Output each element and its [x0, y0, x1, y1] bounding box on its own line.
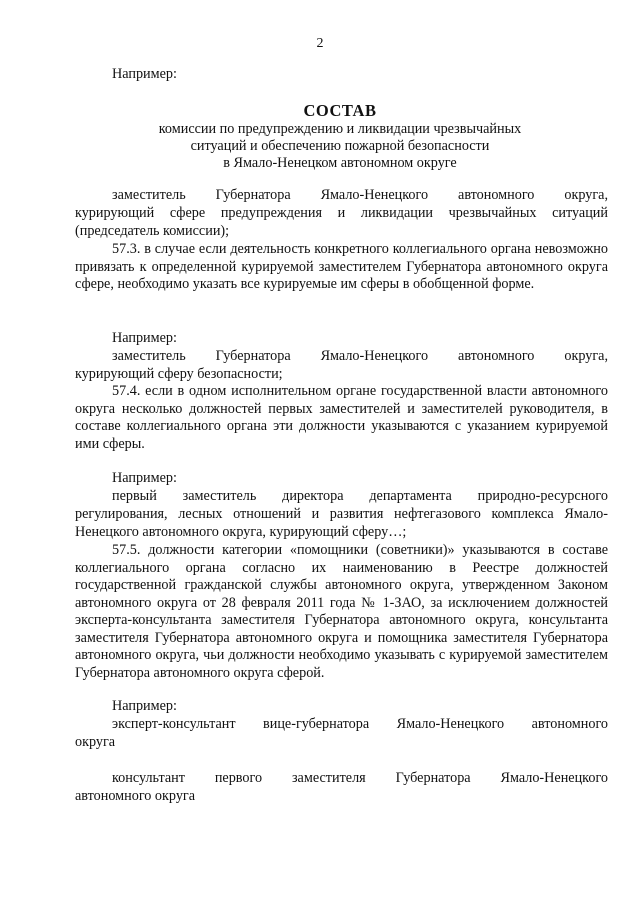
example-label-3: Например: — [112, 470, 177, 486]
example-label-2: Например: — [112, 330, 177, 346]
paragraph-57-5: 57.5. должности категории «помощники (советники)» указываются в составе коллегиального органа согласно их наименованию в Реестре должностей государственной гражданской службы автономного округа, утвержденном Законом автономного округа от 28 февраля 2011 года № 1-ЗАО, за исключением должностей эксперта-консультанта заместителя Губернатора автономного округа, консультанта заместителя Губернатора автономного округа и помощника заместителя Губернатора автономного округа, чьи должности необходимо указывать с курируемой заместителем Губернатора автономного округа сферой. — [75, 542, 608, 681]
example-2-first-line: заместитель Губернатора Ямало-Ненецкого автономного округа, — [112, 348, 608, 364]
example-4-first-line: эксперт-консультант вице-губернатора Ямало-Ненецкого автономного — [112, 716, 608, 732]
subtitle-line-2: ситуаций и обеспечению пожарной безопасности — [190, 138, 490, 154]
subtitle-line-1: комиссии по предупреждению и ликвидации чрезвычайных — [158, 121, 522, 137]
example-5-rest: автономного округа — [75, 788, 196, 804]
paragraph-57-3: 57.3. в случае если деятельность конкретного коллегиального органа невозможно привязать к определенной курируемой заместителем Губернатора автономного округа сфере, необходимо указать все курируемые им сферы в обобщенной форме. — [75, 241, 608, 292]
example-label-1: Например: — [112, 66, 177, 82]
example-2-rest: курирующий сферу безопасности; — [75, 366, 283, 382]
example-4-rest: округа — [75, 734, 116, 750]
document-title: СОСТАВ — [303, 101, 377, 120]
example-1-first-line: заместитель Губернатора Ямало-Ненецкого автономного округа, — [112, 187, 608, 203]
page-number: 2 — [316, 36, 324, 51]
subtitle-line-3: в Ямало-Ненецком автономном округе — [223, 155, 457, 171]
example-3-rest: регулирования, лесных отношений и развития нефтегазового комплекса Ямало-Ненецкого автономного округа, курирующий сферу…; — [75, 506, 608, 540]
title-block — [90, 102, 590, 172]
example-label-4: Например: — [112, 698, 177, 714]
paragraph-57-4: 57.4. если в одном исполнительном органе государственной власти автономного округа несколько должностей первых заместителей и заместителей руководителя, в составе коллегиального органа эти должности указываются с указанием курируемой ими сферы. — [75, 383, 608, 452]
example-3-first-line: первый заместитель директора департамента природно-ресурсного — [112, 488, 608, 504]
example-5-first-line: консультант первого заместителя Губернатора Ямало-Ненецкого — [112, 770, 608, 786]
example-1-rest: курирующий сфере предупреждения и ликвидации чрезвычайных ситуаций (председатель комиссии); — [75, 205, 608, 239]
